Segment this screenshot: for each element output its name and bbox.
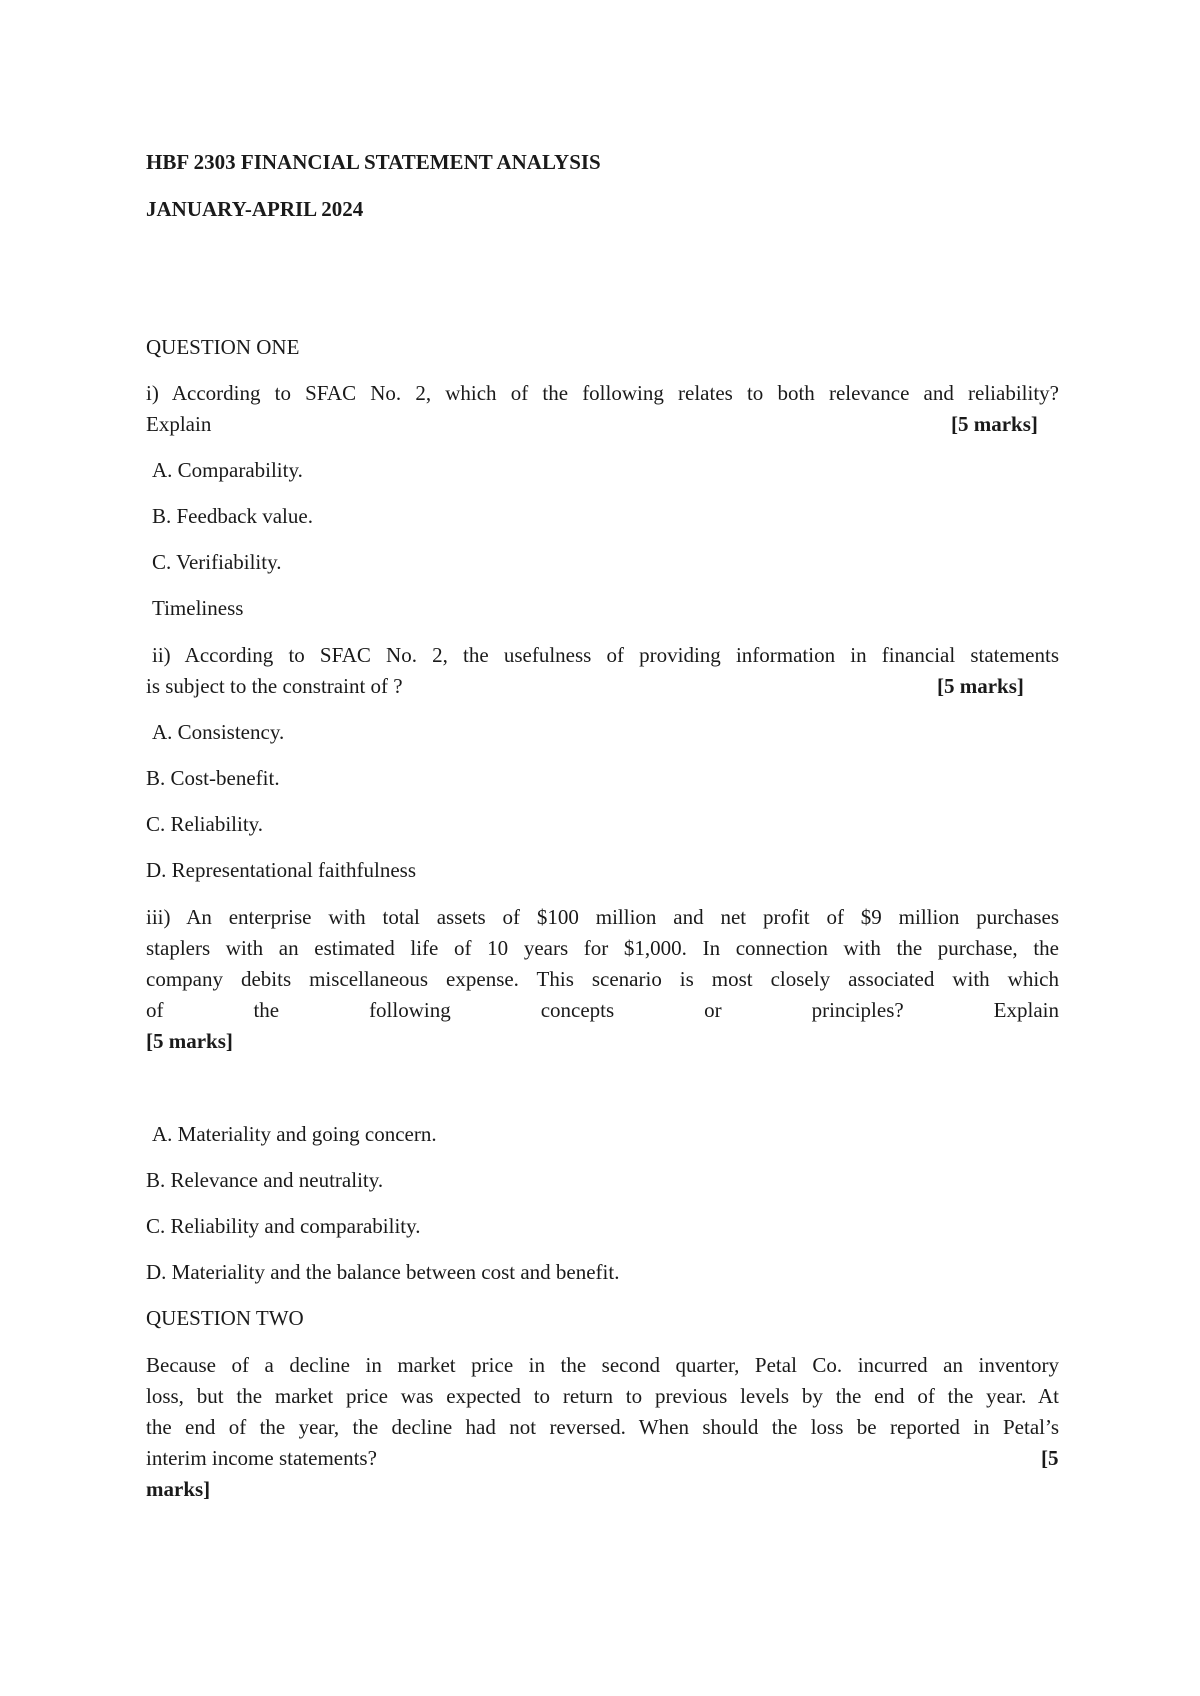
q1-text-line2: Explain	[146, 412, 212, 436]
course-title: HBF 2303 FINANCIAL STATEMENT ANALYSIS	[146, 150, 601, 174]
q1-option-a: A. Comparability.	[152, 458, 303, 482]
q2-marks: [5 marks]	[937, 674, 1024, 698]
q3-line1-text: iii) An enterprise with total assets of $100 million and net profit of $9 million purchases	[146, 905, 1059, 929]
q3-option-d: D. Materiality and the balance between cost and benefit.	[146, 1260, 620, 1284]
q4-marks-part2: marks]	[146, 1477, 211, 1501]
q3-text-line3	[146, 969, 1059, 990]
q2-option-a: A. Consistency.	[152, 720, 285, 744]
q4-text-line3	[146, 1417, 1059, 1438]
q4-line1-text: Because of a decline in market price in the second quarter, Petal Co. incurred an inventory	[146, 1353, 1059, 1377]
q4-line2-text: loss, but the market price was expected to return to previous levels by the end of the year. At	[146, 1384, 1059, 1408]
q1-option-b: B. Feedback value.	[152, 504, 313, 528]
q2-option-b: B. Cost-benefit.	[146, 766, 280, 790]
question-one-heading: QUESTION ONE	[146, 335, 300, 359]
q1-text-line1	[146, 383, 1059, 404]
q3-option-b: B. Relevance and neutrality.	[146, 1168, 384, 1192]
q3-marks: [5 marks]	[146, 1029, 233, 1053]
q1-option-d: Timeliness	[152, 596, 244, 620]
q1-line1-text: i) According to SFAC No. 2, which of the following relates to both relevance and reliability?	[146, 381, 1059, 405]
q2-text-line2: is subject to the constraint of ?	[146, 674, 403, 698]
q2-option-d: D. Representational faithfulness	[146, 858, 417, 882]
q4-text-line4: interim income statements?	[146, 1446, 377, 1470]
q3-text-line1	[146, 907, 1059, 928]
q4-marks-part1: [5	[1041, 1446, 1059, 1470]
q3-word: Explain	[993, 998, 1059, 1022]
q3-text-line4	[146, 1000, 1059, 1021]
q3-option-a: A. Materiality and going concern.	[152, 1122, 437, 1146]
q3-option-c: C. Reliability and comparability.	[146, 1214, 421, 1238]
q4-line3-text: the end of the year, the decline had not reversed. When should the loss be reported in Petal’s	[146, 1415, 1059, 1439]
q2-line1-text: ii) According to SFAC No. 2, the usefulness of providing information in financial statements	[152, 643, 1059, 667]
q3-word: concepts	[540, 998, 615, 1022]
q2-text-line1	[152, 645, 1059, 666]
q3-word: following	[369, 998, 451, 1022]
q3-word: of	[146, 998, 164, 1022]
question-two-heading: QUESTION TWO	[146, 1306, 304, 1330]
q3-word: or	[704, 998, 722, 1022]
q4-text-line1	[146, 1355, 1059, 1376]
q1-option-c: C. Verifiability.	[152, 550, 282, 574]
term-title: JANUARY-APRIL 2024	[146, 197, 364, 221]
q3-word: the	[253, 998, 280, 1022]
q1-marks: [5 marks]	[951, 412, 1038, 436]
q4-text-line2	[146, 1386, 1059, 1407]
q3-line3-text: company debits miscellaneous expense. This scenario is most closely associated with which	[146, 967, 1059, 991]
q3-line2-text: staplers with an estimated life of 10 years for $1,000. In connection with the purchase, the	[146, 936, 1059, 960]
q3-word: principles?	[811, 998, 904, 1022]
q3-text-line2	[146, 938, 1059, 959]
q2-option-c: C. Reliability.	[146, 812, 264, 836]
